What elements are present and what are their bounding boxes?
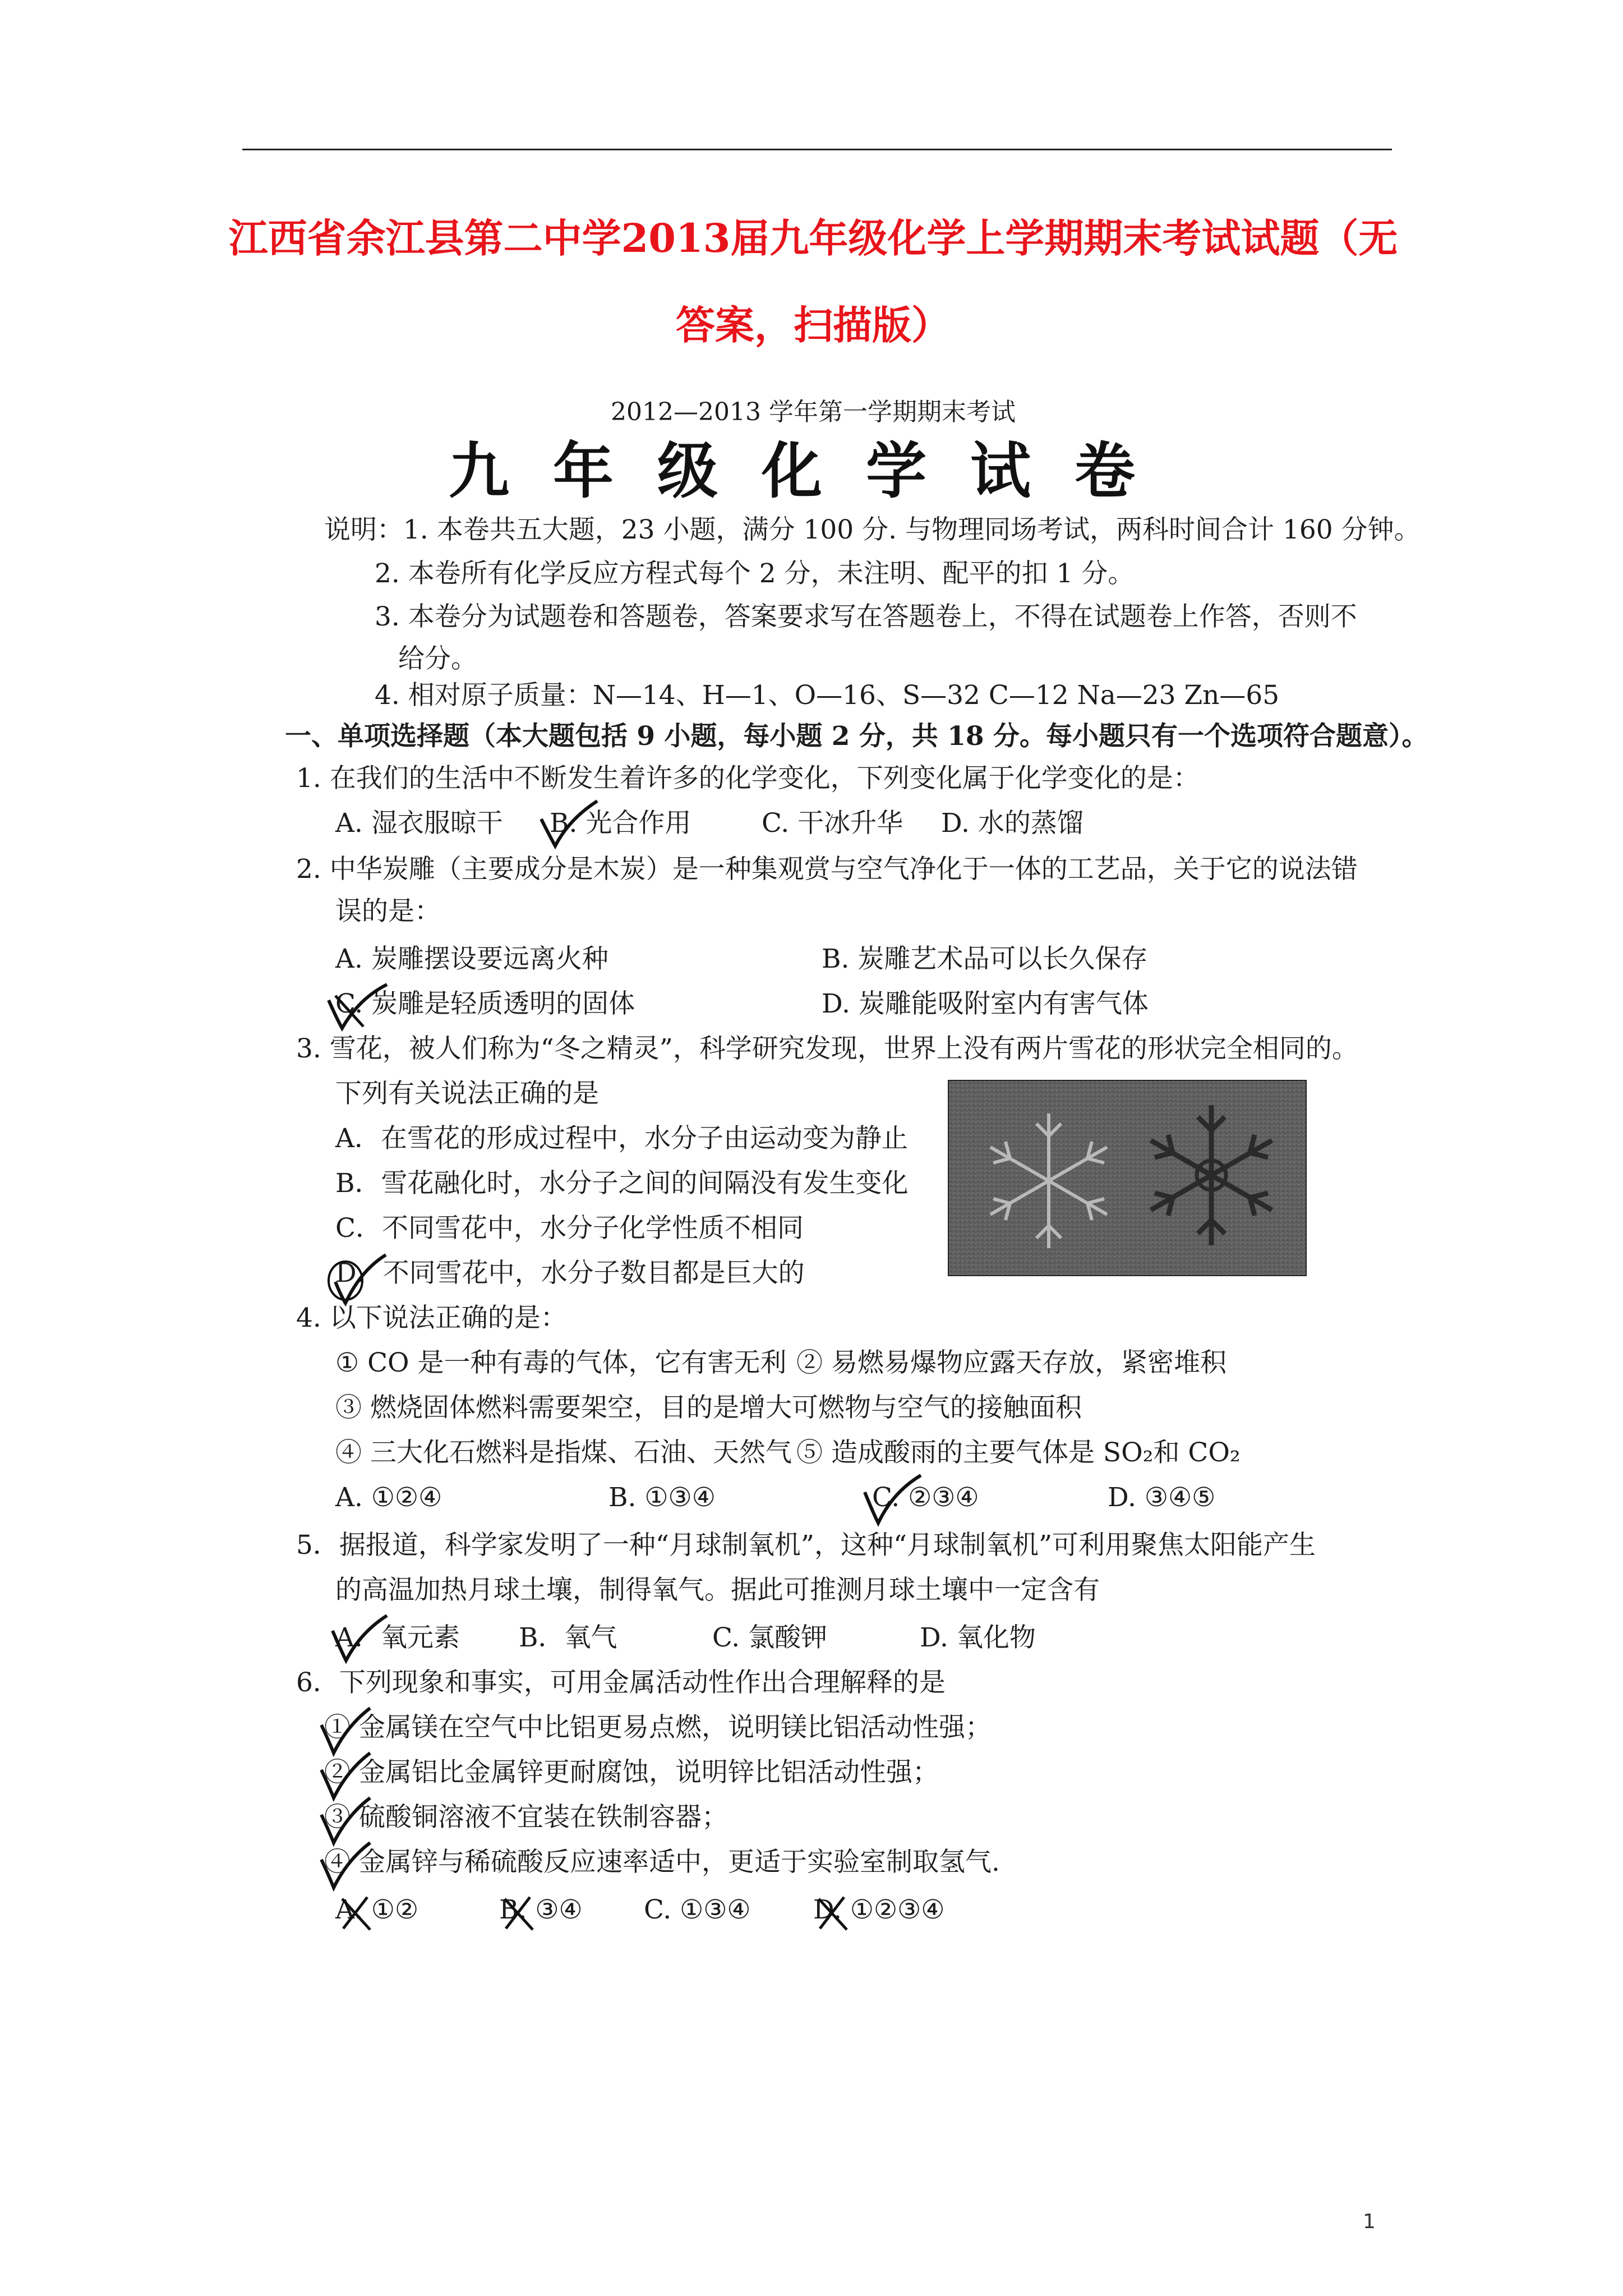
q1-stem: 1. 在我们的生活中不断发生着许多的化学变化，下列变化属于化学变化的是： xyxy=(296,763,1200,794)
document-title-line1: 江西省余江县第二中学2013届九年级化学上学期期末考试试题（无 xyxy=(228,215,1398,261)
q3-stem-2: 下列有关说法正确的是 xyxy=(335,1078,599,1109)
page-number: 1 xyxy=(1363,2210,1376,2233)
q4-option-d: D. ③④⑤ xyxy=(1108,1482,1216,1513)
check-mark-icon xyxy=(328,1611,390,1667)
q4-statement-1: ① CO 是一种有毒的气体，它有害无利 xyxy=(335,1347,787,1378)
q2-option-c: C. 炭雕是轻质透明的固体 xyxy=(335,988,635,1019)
q6-option-b: B. ③④ xyxy=(499,1894,583,1925)
q2-option-b: B. 炭雕艺术品可以长久保存 xyxy=(822,944,1148,974)
check-mark-icon xyxy=(858,1470,925,1531)
q3-option-c: C．不同雪花中，水分子化学性质不相同 xyxy=(335,1213,804,1244)
q4-option-b: B. ①③④ xyxy=(608,1482,716,1513)
top-rule xyxy=(242,149,1392,150)
q4-stem: 4. 以下说法正确的是： xyxy=(296,1303,567,1333)
cross-mark-icon xyxy=(499,1890,544,1935)
q2-option-a: A. 炭雕摆设要远离火种 xyxy=(335,944,608,974)
q2-stem-2: 误的是： xyxy=(335,896,441,927)
q6-statement-4: ④ 金属锌与稀硫酸反应速率适中，更适于实验室制取氢气. xyxy=(324,1847,1000,1878)
q1-option-b: B. 光合作用 xyxy=(550,808,691,839)
q6-option-d: D. ①②③④ xyxy=(813,1894,945,1925)
exam-subtitle: 2012—2013 学年第一学期期末考试 xyxy=(611,398,1016,426)
q4-statement-5: ⑤ 造成酸雨的主要气体是 SO₂和 CO₂ xyxy=(796,1437,1241,1468)
q3-option-a: A．在雪花的形成过程中，水分子由运动变为静止 xyxy=(335,1123,908,1154)
check-mark-icon xyxy=(317,1837,373,1893)
q5-stem-2: 的高温加热月球土壤，制得氧气。据此可推测月球土壤中一定含有 xyxy=(335,1575,1100,1605)
q4-option-a: A. ①②④ xyxy=(335,1482,442,1513)
q6-statement-1: ① 金属镁在空气中比铝更易点燃，说明镁比铝活动性强； xyxy=(324,1712,992,1743)
q1-option-a: A. 湿衣服晾干 xyxy=(335,808,503,839)
q3-option-d: D．不同雪花中，水分子数目都是巨大的 xyxy=(335,1258,805,1289)
q4-statement-3: ③ 燃烧固体燃料需要架空，目的是增大可燃物与空气的接触面积 xyxy=(335,1392,1082,1423)
section-1-heading: 一、单项选择题（本大题包括 9 小题，每小题 2 分，共 18 分。每小题只有一个选项符合题意）。 xyxy=(285,721,1428,752)
instruction-1: 说明：1. 本卷共五大题，23 小题，满分 100 分. 与物理同场考试，两科时间合计 160 分钟。 xyxy=(324,514,1421,545)
q5-option-d: D. 氧化物 xyxy=(920,1622,1036,1653)
q1-option-d: D. 水的蒸馏 xyxy=(941,808,1083,839)
q1-option-c: C. 干冰升华 xyxy=(762,808,903,839)
q3-option-b: B．雪花融化时，水分子之间的间隔没有发生变化 xyxy=(335,1168,909,1199)
q5-option-c: C. 氯酸钾 xyxy=(712,1622,828,1653)
instruction-3: 3. 本卷分为试题卷和答题卷，答案要求写在答题卷上，不得在试题卷上作答，否则不 xyxy=(375,601,1357,632)
q5-option-b: B．氧气 xyxy=(519,1622,617,1653)
q6-statement-2: ② 金属铝比金属锌更耐腐蚀，说明锌比铝活动性强； xyxy=(324,1757,939,1788)
q5-stem-1: 5．据报道，科学家发明了一种“月球制氧机”，这种“月球制氧机”可利用聚焦太阳能产生 xyxy=(296,1530,1316,1561)
snowflake-photo xyxy=(948,1080,1307,1276)
q3-stem-1: 3. 雪花，被人们称为“冬之精灵”，科学研究发现，世界上没有两片雪花的形状完全相同的。 xyxy=(296,1033,1358,1064)
q2-option-d: D. 炭雕能吸附室内有害气体 xyxy=(822,988,1149,1019)
instruction-3-cont: 给分。 xyxy=(398,643,477,674)
check-mark-icon xyxy=(324,1248,391,1310)
q2-stem-1: 2. 中华炭雕（主要成分是木炭）是一种集观赏与空气净化于一体的工艺品，关于它的说法错 xyxy=(296,854,1358,885)
q6-option-c: C. ①③④ xyxy=(644,1894,751,1925)
exam-title: 九年级化学试卷 xyxy=(449,436,1179,507)
cross-mark-icon xyxy=(813,1890,858,1935)
check-mark-icon xyxy=(324,979,391,1035)
instruction-2: 2. 本卷所有化学反应方程式每个 2 分，未注明、配平的扣 1 分。 xyxy=(375,558,1135,589)
instruction-4: 4. 相对原子质量：N—14、H—1、O—16、S—32 C—12 Na—23 Zn—65 xyxy=(375,680,1280,711)
q4-option-c: C. ②③④ xyxy=(872,1482,979,1513)
check-mark-icon xyxy=(536,797,603,853)
q6-stem: 6．下列现象和事实，可用金属活动性作出合理解释的是 xyxy=(296,1667,946,1698)
q4-statement-2: ② 易燃易爆物应露天存放，紧密堆积 xyxy=(796,1347,1227,1378)
q5-option-a: A．氧元素 xyxy=(335,1622,460,1653)
q6-option-a: A. ①② xyxy=(335,1894,419,1925)
document-title-line2: 答案，扫描版） xyxy=(676,302,951,348)
q4-statement-4: ④ 三大化石燃料是指煤、石油、天然气 xyxy=(335,1437,792,1468)
cross-mark-icon xyxy=(336,1890,381,1935)
q6-statement-3: ③ 硫酸铜溶液不宜装在铁制容器； xyxy=(324,1802,728,1833)
